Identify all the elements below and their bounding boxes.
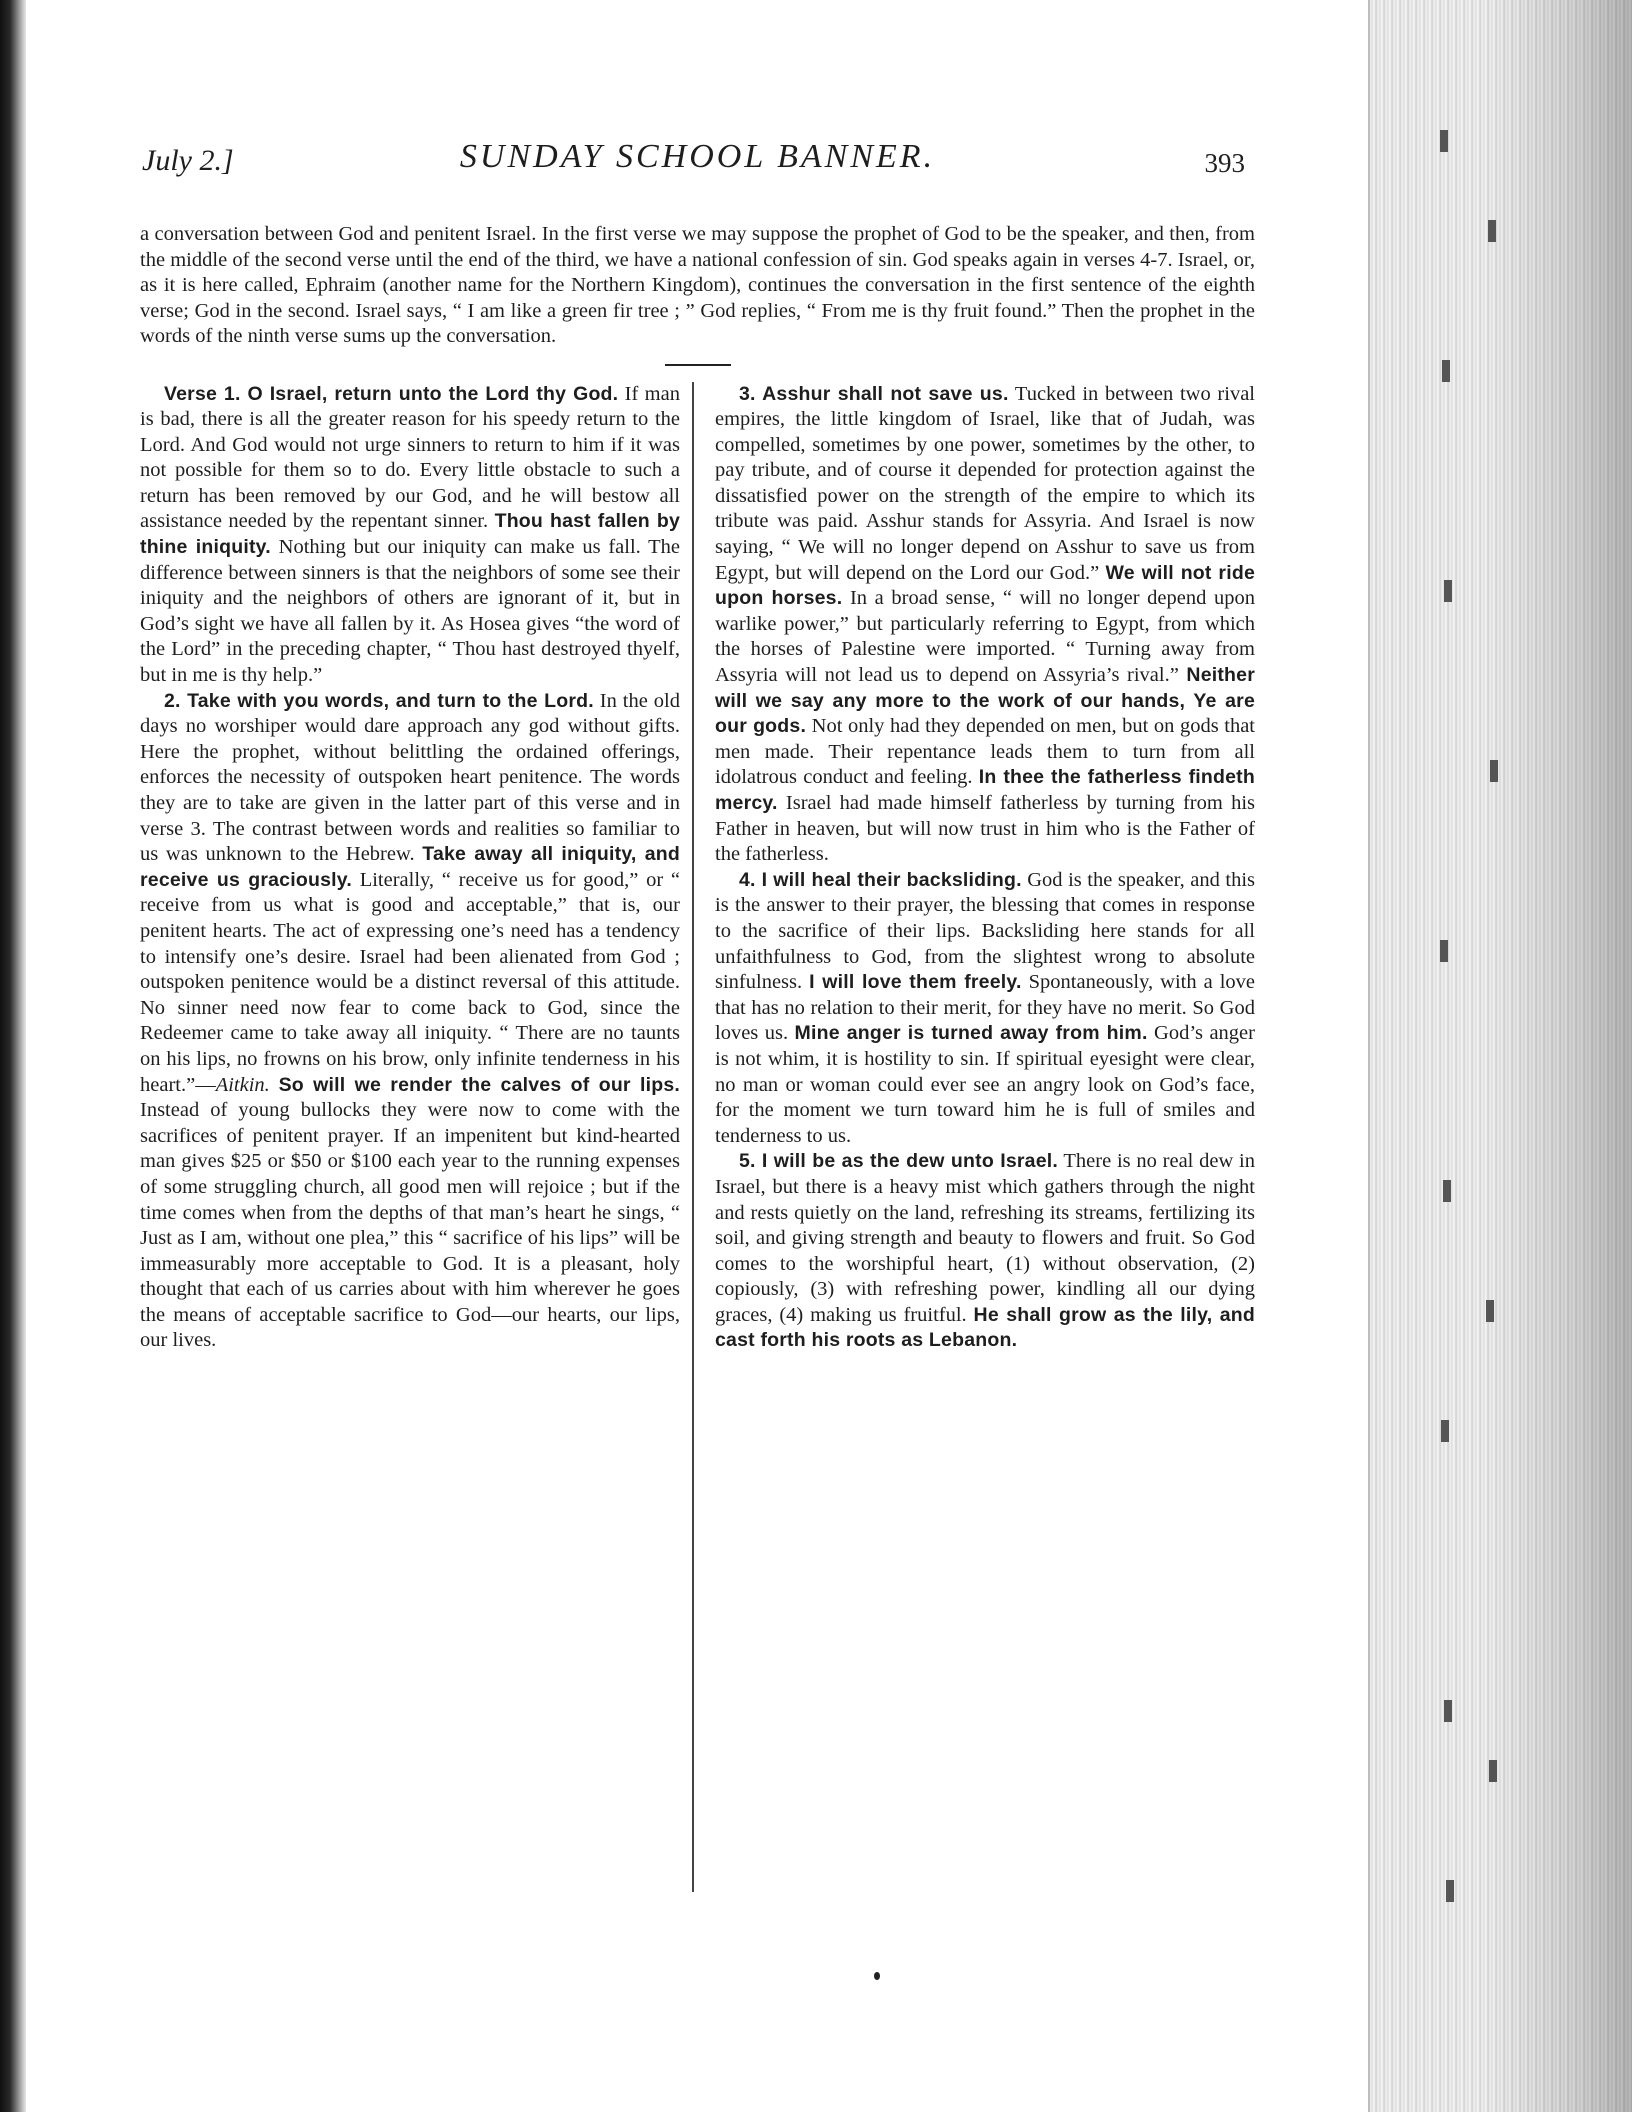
masthead: SUNDAY SCHOOL BANNER.: [459, 138, 936, 175]
verse-4-text-2: Spontaneously, with a love that has no relation to their merit, for they have no merit. So God loves us.: [715, 971, 1255, 1045]
verse-3-subheading-2: Neither will we say any more to the work of our hands, Ye are our gods.: [715, 664, 1255, 738]
verse-3-text-3: Not only had they depended on men, but on gods that men made. Their repentance leads them to turn from all idolatrous conduct and feeling.: [715, 715, 1255, 789]
verse-2-subheading: Take away all iniquity, and receive us graciously.: [140, 843, 680, 891]
intro-paragraph: a conversation between God and penitent Israel. In the first verse we may suppose the prophet of God to be the speaker, and then, from the middle of the second verse until the end of the third, we have a national confession of sin. God speaks again in verses 4-7. Israel, or, as it is here called, Ephraim (another name for the Northern Kingdom), continues the conversation in the first sentence of the eighth verse; God in the second. Israel says, “ I am like a green fir tree ; ” God replies, “ From me is thy fruit found.” Then the prophet in the words of the ninth verse sums up the conversation.: [140, 223, 1255, 347]
issue-date: July 2.]: [142, 144, 234, 177]
verse-3-subheading-3: In thee the fatherless findeth mercy.: [715, 766, 1255, 814]
verse-3-paragraph: [715, 382, 1255, 868]
document-page: [140, 138, 1255, 2038]
verse-4-paragraph: [715, 868, 1255, 1150]
verse-5-text: There is no real dew in Israel, but there is a heavy mist which gathers through the night and rests quietly on the land, refreshing its streams, fertilizing its soil, and giving strength and beauty to flowers and fruit. So God comes to the worshipful heart, (1) without observation, (2) copiously, (3) with refreshing power, kindling all our dying graces, (4) making us fruitful.: [715, 1150, 1255, 1326]
verse-1-heading: Verse 1. O Israel, return unto the Lord thy God.: [164, 382, 619, 405]
verse-2-subheading-2: So will we render the calves of our lips.: [278, 1073, 680, 1096]
verse-3-heading: 3. Asshur shall not save us.: [739, 382, 1009, 405]
verse-1-subheading: Thou hast fallen by thine iniquity.: [140, 510, 681, 559]
verse-4-heading: 4. I will heal their backsliding.: [739, 868, 1022, 891]
left-column: [140, 382, 680, 1355]
verse-4-text: God is the speaker, and this is the answer to their prayer, the blessing that comes in response to the sacrifice of their lips. Backsliding here stands for all unfaithfulness to God, from the slightest wrong to absolute sinfulness.: [715, 868, 1255, 994]
column-divider: [692, 382, 694, 1892]
verse-5-heading: 5. I will be as the dew unto Israel.: [739, 1150, 1058, 1173]
verse-3-text-4: Israel had made himself fatherless by turning from his Father in heaven, but will now trust in him who is the Father of the fatherless.: [715, 792, 1255, 866]
page-header: [140, 138, 1255, 188]
verse-4-subheading-2: Mine anger is turned away from him.: [794, 1022, 1148, 1045]
page-edges: [1368, 0, 1632, 2112]
verse-5-subheading: He shall grow as the lily, and cast forth his roots as Lebanon.: [715, 1303, 1255, 1352]
verse-1-text: If man is bad, there is all the greater reason for his speedy return to the Lord. And God would not urge sinners to return to him if it was not possible for them so to do. Every little obstacle to such a return has been removed by our God, and he will bestow all assistance needed by the repentant sinner.: [140, 382, 680, 533]
section-divider: [665, 364, 731, 366]
verse-4-subheading: I will love them freely.: [809, 971, 1022, 994]
verse-4-text-3: God’s anger is not whim, it is hostility to sin. If spiritual eyesight were clear, no man or woman could ever see an angry look on God’s face, for the moment we turn toward him he is full of smiles and tenderness to us.: [715, 1022, 1255, 1147]
book-binding-edge: [0, 0, 26, 2112]
right-column: [715, 382, 1255, 1355]
verse-2-text: In the old days no worshiper would dare approach any god without gifts. Here the prophet, without belittling the ordained offerings, enforces the necessity of outspoken heart penitence. The words they are to take are given in the latter part of this verse and in verse 3. The contrast between words and realities so familiar to us was unknown to the Hebrew.: [140, 689, 680, 866]
verse-2-heading: 2. Take with you words, and turn to the Lord.: [164, 689, 594, 712]
verse-2-text-3: Instead of young bullocks they were now to come with the sacrifices of penitent prayer. If an impenitent but kind-hearted man gives $25 or $50 or $100 each year to the running expenses of some struggling church, all good men will rejoice ; but if the time comes when from the depths of that man’s heart he sings, “ Just as I am, without one plea,” this “ sacrifice of his lips” will be immeasurably more acceptable to God. It is a pleasant, holy thought that each of us carries about with him wherever he goes the means of acceptable sacrifice to God—our hearts, our lips, our lives.: [140, 1099, 680, 1352]
two-column-body: [140, 382, 1255, 1355]
page-number: 393: [1204, 148, 1245, 178]
citation-aitkin: Aitkin.: [215, 1073, 270, 1096]
verse-3-subheading: We will not ride upon horses.: [715, 561, 1255, 610]
verse-3-text-2: In a broad sense, “ will no longer depend upon warlike power,” but particularly referring to Egypt, from which the horses of Palestine were imported. “ Turning away from Assyria will not lead us to depend on Assyria’s rival.”: [715, 587, 1255, 687]
verse-2-paragraph: [140, 689, 680, 1354]
verse-5-paragraph: [715, 1149, 1255, 1354]
verse-1-text-2: Nothing but our iniquity can make us fall. The difference between sinners is that the neighbors of some see their iniquity and the neighbors of others are ignorant of it, but in God’s sight we have all fallen by it. As Hosea gives “the word of the Lord” in the preceding chapter, “ Thou hast destroyed thyelf, but in me is thy help.”: [140, 536, 680, 687]
verse-1-paragraph: [140, 382, 680, 689]
verse-3-text: Tucked in between two rival empires, the little kingdom of Israel, like that of Judah, was compelled, sometimes by one power, sometimes by the other, to pay tribute, and of course it depended for protection against the dissatisfied power on the strength of the empire to which its tribute was paid. Asshur stands for Assyria. And Israel is now saying, “ We will no longer depend on Asshur to save us from Egypt, but will depend on the Lord our God.”: [715, 382, 1255, 584]
verse-2-text-2: Literally, “ receive us for good,” or “ receive from us what is good and acceptable,” that is, our penitent hearts. The act of expressing one’s need has a tendency to intensify one’s desire. Israel had been alienated from God ; outspoken penitence would be a distinct reversal of this attitude. No sinner need now fear to come back to God, since the Redeemer came to take away all iniquity. “ There are no taunts on his lips, no frowns on his brow, only infinite tenderness in his heart.”—: [140, 868, 680, 1096]
footer-ornament: [874, 1972, 880, 1980]
